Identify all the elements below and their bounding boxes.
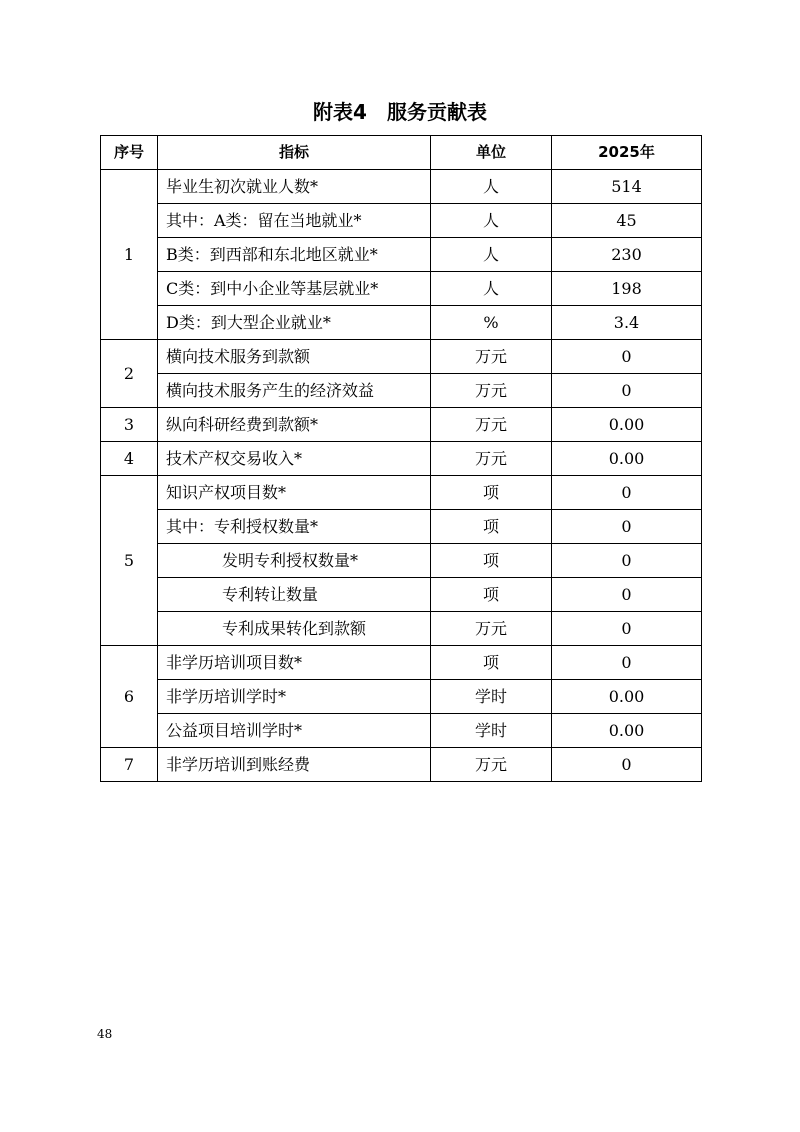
row-number: 4 — [101, 442, 158, 476]
table-row — [101, 340, 702, 374]
table-row — [101, 238, 702, 272]
value-cell: 0 — [552, 748, 702, 782]
indicator-cell: B类：到西部和东北地区就业* — [158, 238, 431, 272]
indicator-cell: 非学历培训到账经费 — [158, 748, 431, 782]
unit-cell: 学时 — [431, 714, 552, 748]
unit-cell: 人 — [431, 272, 552, 306]
table-row — [101, 578, 702, 612]
row-number: 2 — [101, 340, 158, 408]
unit-cell: 万元 — [431, 374, 552, 408]
table-row — [101, 748, 702, 782]
row-number: 3 — [101, 408, 158, 442]
value-cell: 3.4 — [552, 306, 702, 340]
value-cell: 0 — [552, 476, 702, 510]
value-cell: 0.00 — [552, 680, 702, 714]
value-cell: 0 — [552, 578, 702, 612]
indicator-cell: 专利成果转化到款额 — [158, 612, 431, 646]
unit-cell: 人 — [431, 170, 552, 204]
table-row — [101, 714, 702, 748]
indicator-cell: 技术产权交易收入* — [158, 442, 431, 476]
indicator-cell: C类：到中小企业等基层就业* — [158, 272, 431, 306]
value-cell: 0 — [552, 646, 702, 680]
indicator-cell: 知识产权项目数* — [158, 476, 431, 510]
header-unit: 单位 — [431, 136, 552, 170]
row-number: 1 — [101, 170, 158, 340]
indicator-cell: 毕业生初次就业人数* — [158, 170, 431, 204]
value-cell: 0 — [552, 612, 702, 646]
indicator-cell: 发明专利授权数量* — [158, 544, 431, 578]
row-number: 5 — [101, 476, 158, 646]
indicator-cell: 公益项目培训学时* — [158, 714, 431, 748]
value-cell: 0.00 — [552, 714, 702, 748]
value-cell: 45 — [552, 204, 702, 238]
value-cell: 198 — [552, 272, 702, 306]
row-number: 7 — [101, 748, 158, 782]
unit-cell: 学时 — [431, 680, 552, 714]
table-row — [101, 306, 702, 340]
table-row — [101, 612, 702, 646]
indicator-cell: 非学历培训项目数* — [158, 646, 431, 680]
value-cell: 514 — [552, 170, 702, 204]
table-row — [101, 510, 702, 544]
indicator-cell: 纵向科研经费到款额* — [158, 408, 431, 442]
indicator-cell: 其中：A类：留在当地就业* — [158, 204, 431, 238]
unit-cell: 项 — [431, 476, 552, 510]
table-row — [101, 476, 702, 510]
value-cell: 0 — [552, 510, 702, 544]
value-cell: 0 — [552, 340, 702, 374]
indicator-cell: D类：到大型企业就业* — [158, 306, 431, 340]
table-row — [101, 272, 702, 306]
table-row — [101, 680, 702, 714]
unit-cell: 万元 — [431, 408, 552, 442]
table-row — [101, 442, 702, 476]
unit-cell: 万元 — [431, 612, 552, 646]
service-contribution-table — [100, 135, 702, 782]
unit-cell: 万元 — [431, 442, 552, 476]
table-row — [101, 204, 702, 238]
value-cell: 0 — [552, 544, 702, 578]
header-year: 2025年 — [552, 136, 702, 170]
unit-cell: 人 — [431, 238, 552, 272]
value-cell: 230 — [552, 238, 702, 272]
unit-cell: 项 — [431, 578, 552, 612]
value-cell: 0 — [552, 374, 702, 408]
table-row — [101, 170, 702, 204]
table-row — [101, 408, 702, 442]
page-number: 48 — [97, 1027, 113, 1041]
indicator-cell: 横向技术服务产生的经济效益 — [158, 374, 431, 408]
indicator-cell: 其中：专利授权数量* — [158, 510, 431, 544]
table-row — [101, 646, 702, 680]
unit-cell: % — [431, 306, 552, 340]
unit-cell: 人 — [431, 204, 552, 238]
header-indicator: 指标 — [158, 136, 431, 170]
table-header-row — [101, 136, 702, 170]
indicator-cell: 非学历培训学时* — [158, 680, 431, 714]
table-row — [101, 544, 702, 578]
row-number: 6 — [101, 646, 158, 748]
table-row — [101, 374, 702, 408]
header-no: 序号 — [101, 136, 158, 170]
unit-cell: 万元 — [431, 340, 552, 374]
table-title: 附表4 服务贡献表 — [313, 100, 487, 124]
unit-cell: 项 — [431, 510, 552, 544]
unit-cell: 项 — [431, 544, 552, 578]
value-cell: 0.00 — [552, 408, 702, 442]
unit-cell: 项 — [431, 646, 552, 680]
value-cell: 0.00 — [552, 442, 702, 476]
indicator-cell: 横向技术服务到款额 — [158, 340, 431, 374]
unit-cell: 万元 — [431, 748, 552, 782]
indicator-cell: 专利转让数量 — [158, 578, 431, 612]
